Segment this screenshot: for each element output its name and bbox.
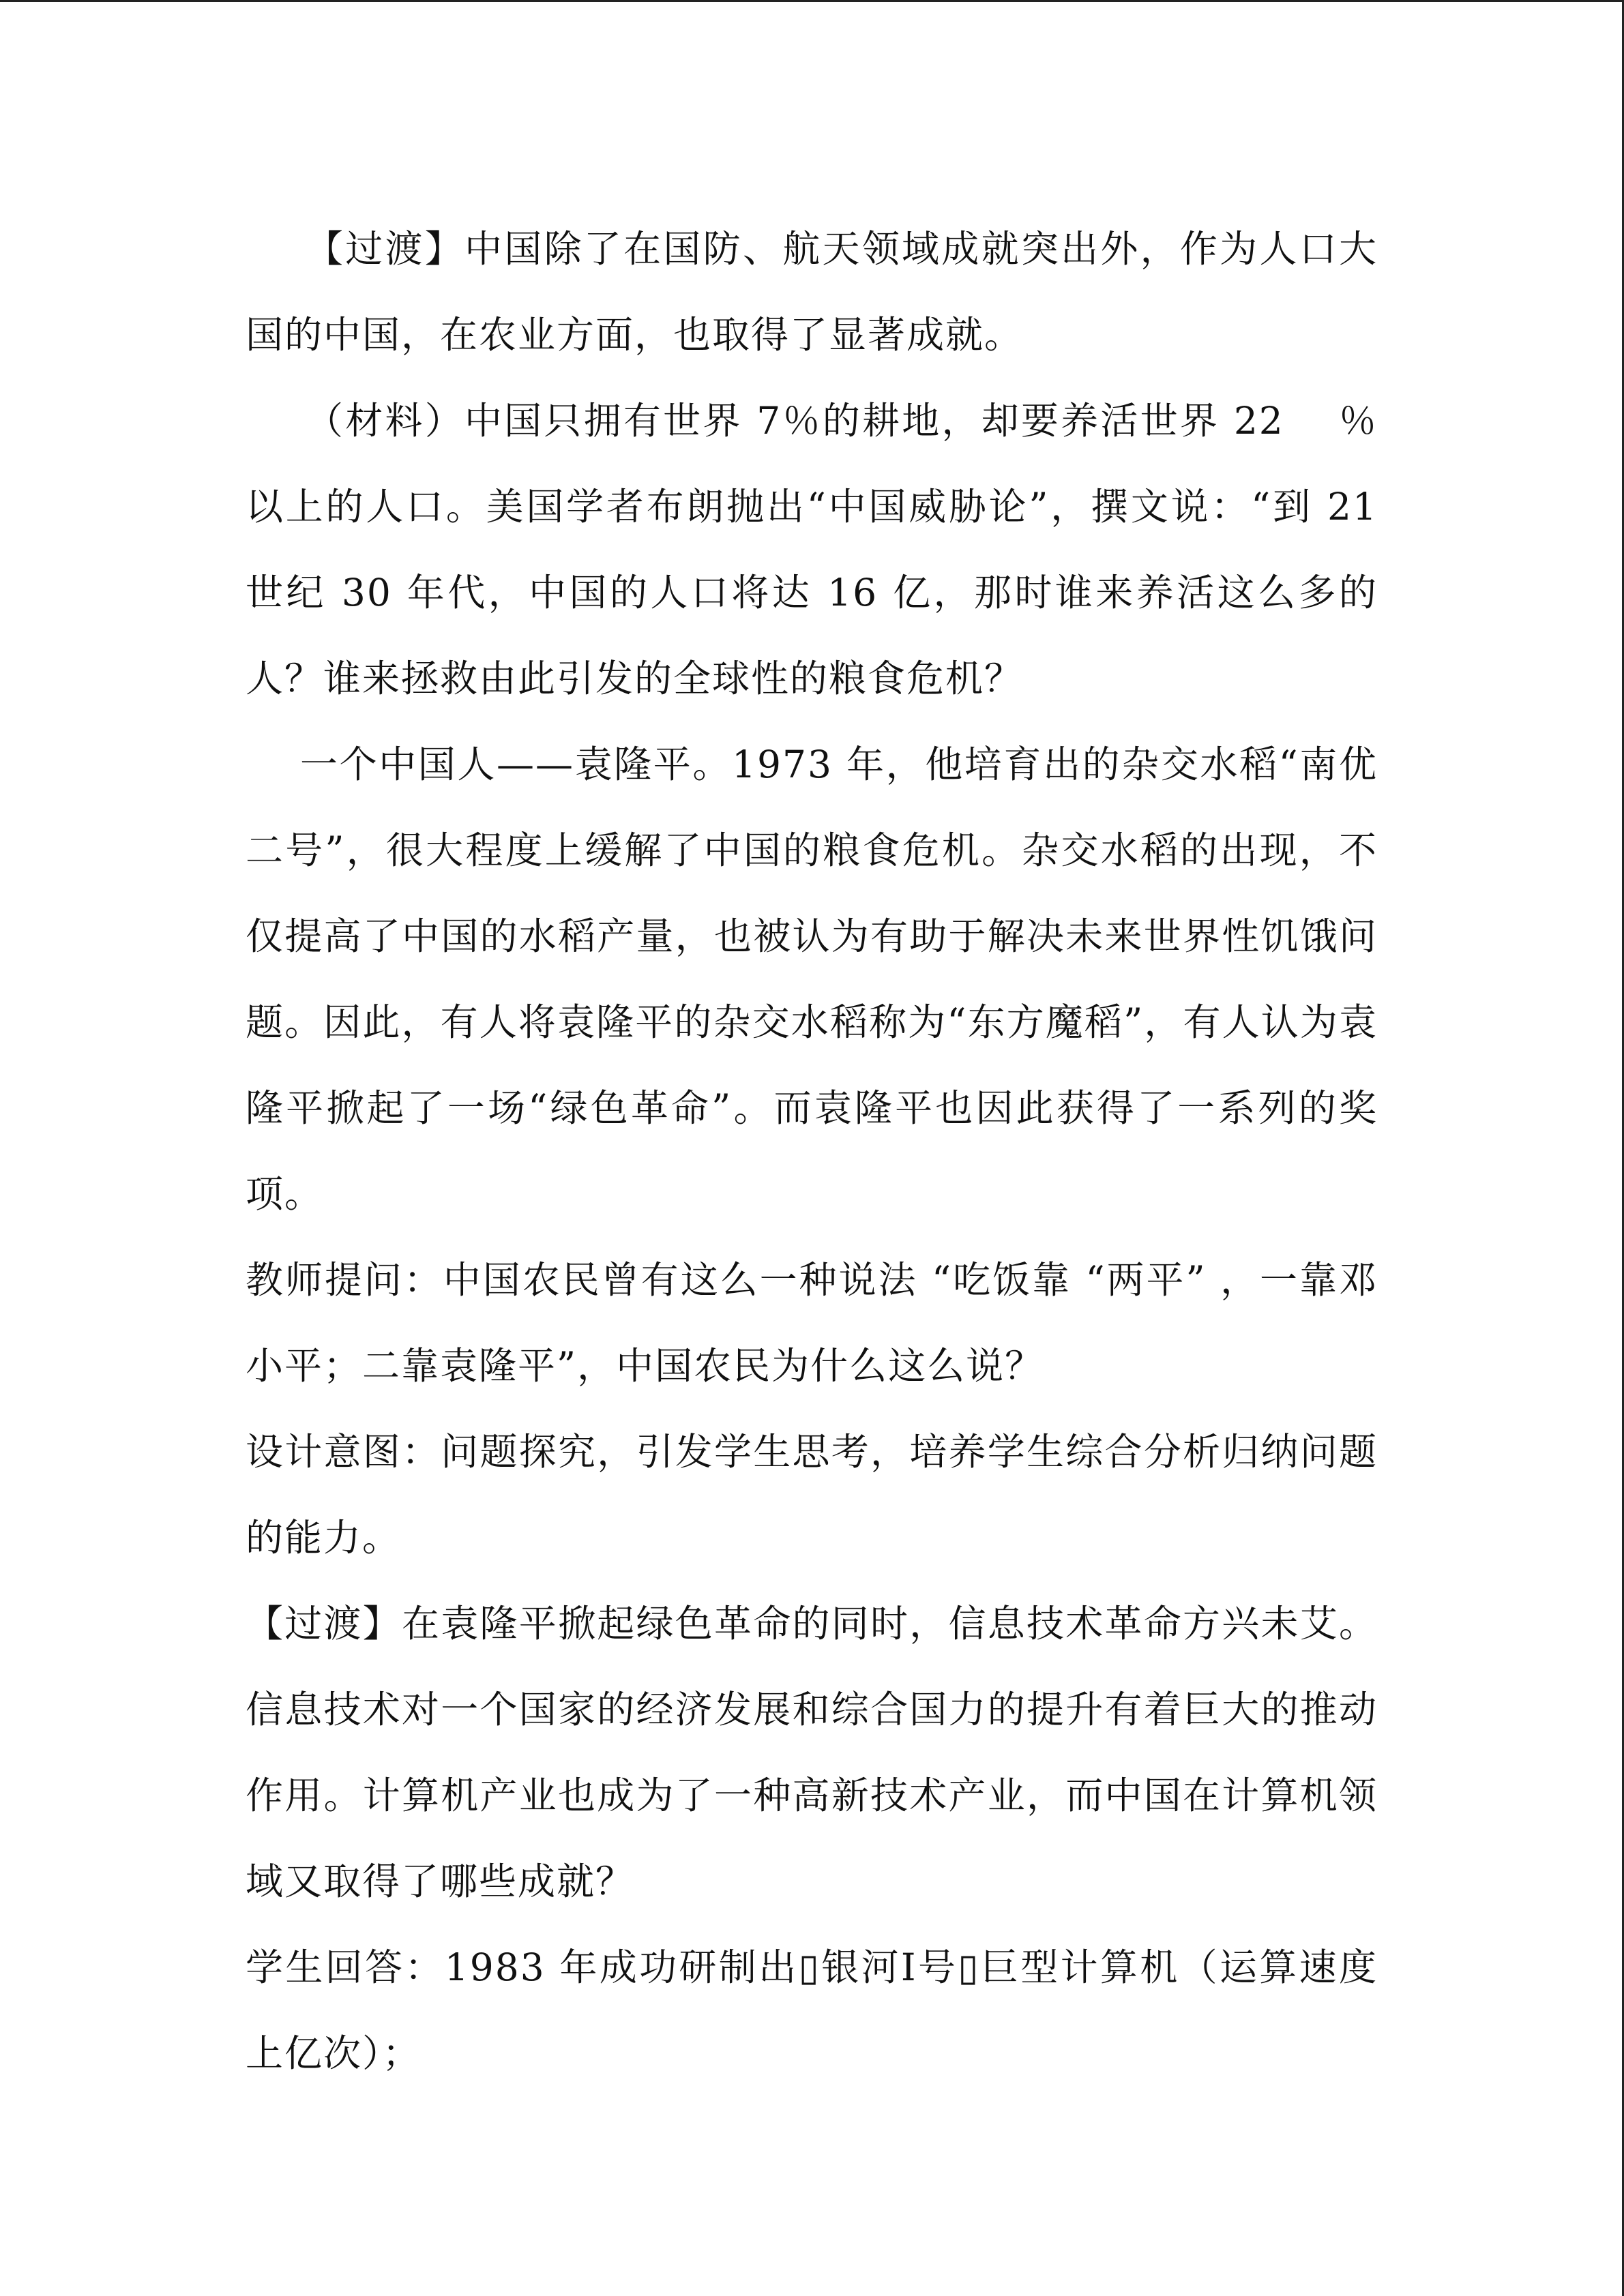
paragraph-teacher-question: 教师提问：中国农民曾有这么一种说法 “吃饭靠 “两平” ，一靠邓小平；二靠袁隆平”，中国农民为什么这么说？ (246, 1258, 1378, 1388)
paragraph-design-intent: 设计意图：问题探究，引发学生思考，培养学生综合分析归纳问题的能力。 (246, 1430, 1378, 1560)
paragraph-transition-2: 【过渡】在袁隆平掀起绿色革命的同时，信息技术革命方兴未艾。信息技术对一个国家的经济发展和综合国力的提升有着巨大的推动作用。计算机产业也成为了一种高新技术产业，而中国在计算机领域又取得了哪些成就？ (246, 1602, 1378, 1903)
paragraph-transition-1: 【过渡】中国除了在国防、航天领域成就突出外，作为人口大国的中国，在农业方面，也取得了显著成就。 (246, 227, 1378, 357)
paragraph-student-answer: 学生回答：1983 年成功研制出▯银河Ⅰ号▯巨型计算机（运算速度上亿次）； (246, 1945, 1378, 2075)
paragraph-yuan-longping: 一个中国人——袁隆平。1973 年，他培育出的杂交水稻“南优二号”，很大程度上缓解了中国的粮食危机。杂交水稻的出现，不仅提高了中国的水稻产量，也被认为有助于解决未来世界性饥饿问题。因此，有人将袁隆平的杂交水稻称为“东方魔稻”，有人认为袁隆平掀起了一场“绿色革命”。而袁隆平也因此获得了一系列的奖项。 (246, 743, 1378, 1216)
paragraph-material: （材料）中国只拥有世界 7％的耕地，却要养活世界 22 ％以上的人口。美国学者布朗抛出“中国威胁论”，撰文说：“到 21 世纪 30 年代，中国的人口将达 16 亿，那时谁来养活这么多的人？谁来拯救由此引发的全球性的粮食危机？ (246, 399, 1378, 700)
page-edge-top (0, 0, 1624, 2)
document-body (246, 206, 1378, 2096)
